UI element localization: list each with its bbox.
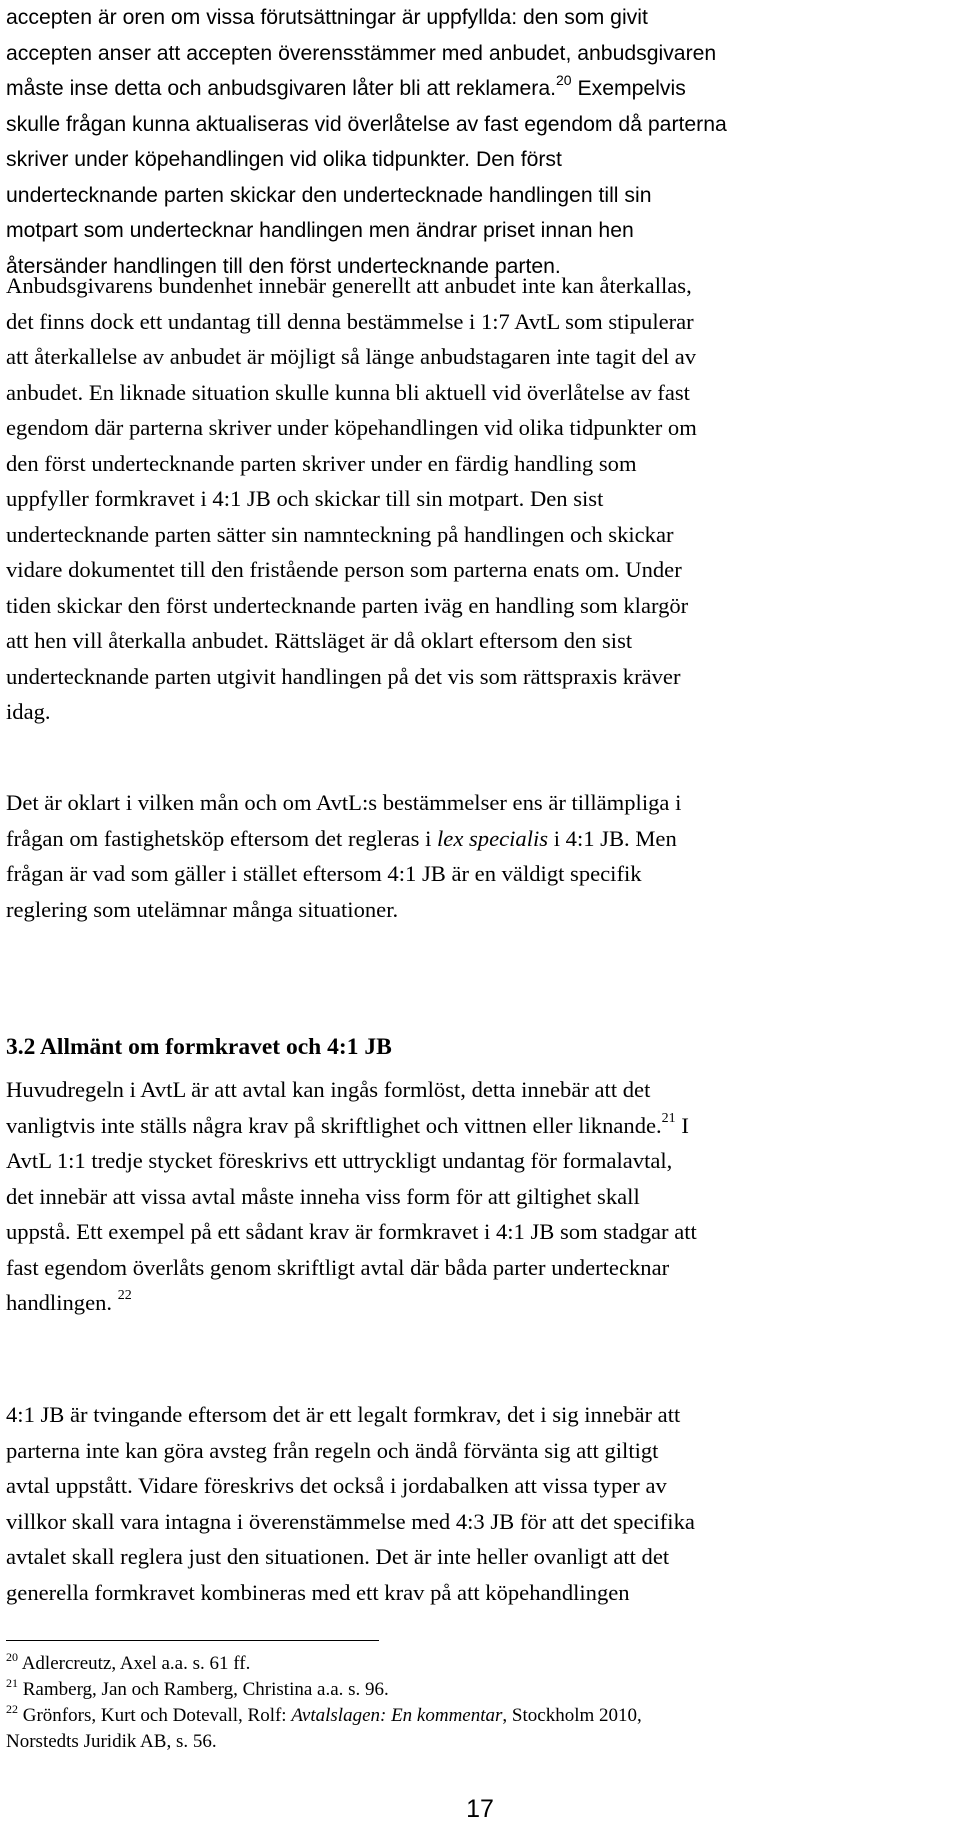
footnote-book-title: Avtalslagen: En kommentar	[291, 1705, 503, 1726]
text-line: frågan är vad som gäller i stället eftersom 4:1 JB är en väldigt specifik	[6, 861, 642, 886]
footnote-ref-22[interactable]: 22	[117, 1288, 132, 1304]
text-line	[6, 142, 946, 178]
text-segment: I	[675, 1112, 689, 1138]
text-line: uppfyller formkravet i 4:1 JB och skickar till sin motpart. Den sist	[6, 486, 604, 511]
footnote-ref-21[interactable]: 21	[661, 1110, 676, 1126]
paragraph-5	[6, 1397, 946, 1610]
text-line	[6, 71, 946, 107]
text-line: reglering som utelämnar många situationer.	[6, 896, 399, 922]
footnote-text: Adlercreutz, Axel a.a. s. 61 ff.	[18, 1653, 251, 1674]
text-line: avtal uppstått. Vidare föreskrivs det också i jordabalken att vissa typer av	[6, 1473, 667, 1498]
text-line: accepten är oren om vissa förutsättningar är uppfyllda: den som givit	[6, 6, 648, 29]
text-line: det finns dock ett undantag till denna bestämmelse i 1:7 AvtL som stipulerar	[6, 308, 694, 334]
footnote-number: 21	[6, 1675, 18, 1690]
paragraph-4	[6, 1072, 946, 1321]
text-line: skulle frågan kunna aktualiseras vid överlåtelse av fast egendom då parterna	[6, 112, 727, 136]
footnote-divider	[6, 1640, 379, 1641]
paragraph-1	[6, 0, 946, 284]
text-line: Anbudsgivarens bundenhet innebär generellt att anbudet inte kan återkallas,	[6, 273, 692, 298]
paragraph-3	[6, 785, 946, 927]
text-line: återsänder handlingen till den först undertecknande parten.	[6, 254, 561, 278]
footnote-21	[6, 1677, 946, 1703]
footnote-text: Ramberg, Jan och Ramberg, Christina a.a. s. 96.	[18, 1679, 389, 1700]
footnote-22-continued: Norstedts Juridik AB, s. 56.	[6, 1731, 217, 1752]
text-segment: frågan om fastighetsköp eftersom det regleras i	[6, 825, 438, 851]
footnote-text: Grönfors, Kurt och Dotevall, Rolf:	[18, 1705, 292, 1726]
text-line	[6, 1285, 946, 1321]
text-line: accepten anser att accepten överensstämmer med anbudet, anbudsgivaren	[6, 41, 717, 65]
text-segment: vanligtvis inte ställs några krav på skriftlighet och vittnen eller liknande.	[6, 1112, 662, 1138]
footnotes	[6, 1651, 946, 1755]
text-line	[6, 821, 946, 857]
italic-term: lex specialis	[437, 825, 549, 851]
footnote-number: 20	[6, 1649, 18, 1664]
text-segment: handlingen.	[6, 1290, 113, 1315]
text-line: AvtL 1:1 tredje stycket föreskrivs ett uttryckligt undantag för formalavtal,	[6, 1148, 673, 1173]
text-line: det innebär att vissa avtal måste inneha viss form för att giltighet skall	[6, 1183, 640, 1209]
section-heading: 3.2 Allmänt om formkravet och 4:1 JB	[6, 1034, 392, 1060]
page-number: 17	[466, 1795, 494, 1823]
text-line: fast egendom överlåts genom skriftligt avtal där båda parter undertecknar	[6, 1254, 670, 1280]
footnote-text: , Stockholm 2010,	[502, 1705, 642, 1726]
text-segment: Den först	[470, 148, 562, 171]
text-line: den först undertecknande parten skriver under en färdig handling som	[6, 450, 637, 476]
text-line: anbudet. En liknade situation skulle kunna bli aktuell vid överlåtelse av fast	[6, 379, 690, 405]
text-line: generella formkravet kombineras med ett krav på att köpehandlingen	[6, 1579, 630, 1605]
text-line: undertecknande parten sätter sin namnteckning på handlingen och skickar	[6, 521, 674, 547]
footnote-20	[6, 1651, 946, 1677]
text-line: motpart som undertecknar handlingen men ändrar priset innan hen	[6, 219, 634, 242]
text-line: uppstå. Ett exempel på ett sådant krav är formkravet i 4:1 JB som stadgar att	[6, 1219, 697, 1244]
text-line: vidare dokumentet till den fristående person som parterna enats om. Under	[6, 557, 682, 582]
footnote-22	[6, 1703, 946, 1729]
text-line: parterna inte kan göra avsteg från regeln och ändå förvänta sig att giltigt	[6, 1437, 659, 1463]
text-line: Det är oklart i vilken mån och om AvtL:s bestämmelser ens är tillämpliga i	[6, 790, 682, 815]
text-line: undertecknande parten utgivit handlingen på det vis som rättspraxis kräver	[6, 663, 681, 689]
text-line: Huvudregeln i AvtL är att avtal kan ingås formlöst, detta innebär att det	[6, 1077, 651, 1102]
text-line: att hen vill återkalla anbudet. Rättsläget är då oklart eftersom den sist	[6, 628, 633, 653]
text-line: avtalet skall reglera just den situationen. Det är inte heller ovanligt att det	[6, 1544, 670, 1569]
text-line	[6, 1108, 946, 1144]
footnote-ref-20[interactable]: 20	[556, 71, 572, 88]
text-line: villkor skall vara intagna i överenstämmelse med 4:3 JB för att det specifika	[6, 1508, 695, 1534]
text-segment: Exempelvis	[571, 77, 686, 100]
footnote-number: 22	[6, 1701, 18, 1716]
text-line: 4:1 JB är tvingande eftersom det är ett legalt formkrav, det i sig innebär att	[6, 1402, 681, 1427]
text-line: undertecknande parten skickar den undertecknade handlingen till sin	[6, 183, 652, 207]
text-segment: skriver under köpehandlingen vid olika tidpunkter.	[6, 148, 471, 171]
text-line: att återkallelse av anbudet är möjligt så länge anbudstagaren inte tagit del av	[6, 344, 697, 369]
text-segment: måste inse detta och anbudsgivaren låter bli att reklamera.	[6, 77, 556, 100]
text-line: egendom där parterna skriver under köpehandlingen vid olika tidpunkter om	[6, 415, 697, 440]
paragraph-2	[6, 268, 946, 730]
text-line: idag.	[6, 699, 51, 724]
text-line: tiden skickar den först undertecknande parten iväg en handling som klargör	[6, 592, 689, 618]
text-segment: i 4:1 JB. Men	[548, 825, 677, 851]
